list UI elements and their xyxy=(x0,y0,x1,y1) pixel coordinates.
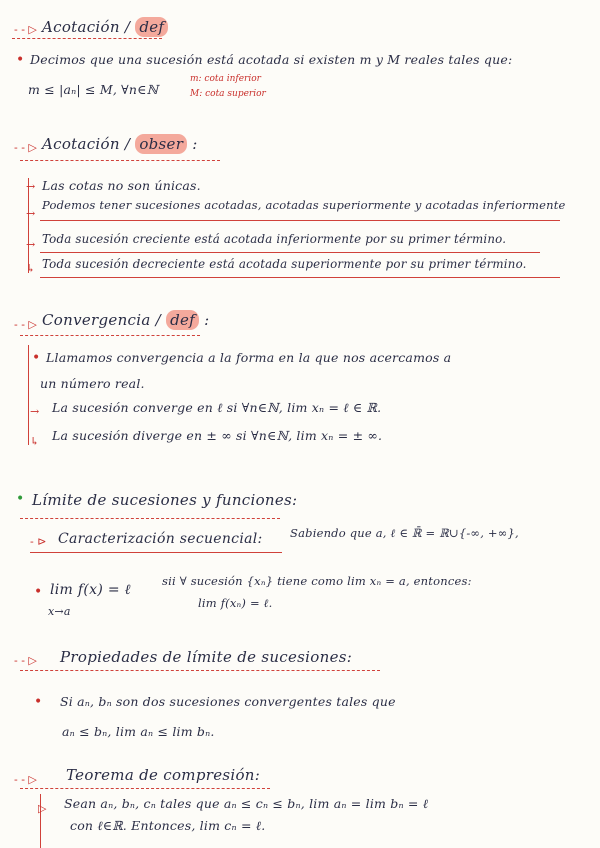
bracket-line xyxy=(28,345,29,445)
formula-subscript: x→a xyxy=(48,605,71,618)
arrow-icon: - - ▷ xyxy=(14,654,37,667)
text-line: aₙ ≤ bₙ, lim aₙ ≤ lim bₙ. xyxy=(62,724,215,739)
arrow-icon: ▷ xyxy=(38,802,47,815)
arrow-icon: - - ▷ xyxy=(14,23,37,36)
text-line: Decimos que una sucesión está acotada si existen m y M reales tales que: xyxy=(30,52,513,67)
bullet-dot: • xyxy=(16,52,25,68)
arrow-icon: → xyxy=(26,207,36,220)
bullet-dot: • xyxy=(32,350,41,366)
red-underline xyxy=(40,220,560,221)
list-item: Toda sucesión decreciente está acotada superiormente por su primer término. xyxy=(42,257,527,271)
red-dash-divider xyxy=(20,788,270,789)
arrow-icon: → xyxy=(26,238,36,251)
section-title: Teorema de compresión: xyxy=(66,766,261,784)
red-dash-divider xyxy=(12,38,162,39)
text-line: lim f(xₙ) = ℓ. xyxy=(198,596,273,610)
section-title: Convergencia / def : xyxy=(42,311,210,329)
text-line: Sabiendo que a, ℓ ∈ ℝ̄ = ℝ∪{-∞, +∞}, xyxy=(290,526,519,540)
text-line: Sean aₙ, bₙ, cₙ tales que aₙ ≤ cₙ ≤ bₙ, lim aₙ = lim bₙ = ℓ xyxy=(64,796,429,811)
red-underline xyxy=(30,552,282,553)
bullet-dot: • xyxy=(34,694,43,710)
red-dash-divider xyxy=(20,160,220,161)
arrow-icon: - ⊳ xyxy=(30,535,47,548)
red-dash-divider xyxy=(20,518,280,519)
section-title: Límite de sucesiones y funciones: xyxy=(32,491,298,509)
text-line: Llamamos convergencia a la forma en la que nos acercamos a xyxy=(46,350,452,365)
arrow-icon: - - ▷ xyxy=(14,318,37,331)
red-underline xyxy=(40,277,560,278)
def-tag: def xyxy=(166,310,199,330)
formula-line: lim f(x) = ℓ xyxy=(50,582,131,598)
arrow-icon: ↳ xyxy=(26,262,36,275)
subsection-title: Caracterización secuencial: xyxy=(58,531,263,547)
section-title: Acotación / obser : xyxy=(42,135,198,153)
text-line: con ℓ∈ℝ. Entonces, lim cₙ = ℓ. xyxy=(70,818,266,833)
list-item: Podemos tener sucesiones acotadas, acotadas superiormente y acotadas inferiormente xyxy=(42,198,566,212)
list-item: Las cotas no son únicas. xyxy=(42,178,201,193)
red-dash-divider xyxy=(20,670,380,671)
arrow-icon: - - ▷ xyxy=(14,773,37,786)
text-line: sii ∀ sucesión {xₙ} tiene como lim xₙ = a, entonces: xyxy=(162,574,472,588)
text-line: La sucesión converge en ℓ si ∀n∈ℕ, lim xₙ = ℓ ∈ ℝ. xyxy=(52,400,382,415)
def-tag: def xyxy=(135,17,168,37)
formula-line: m ≤ |aₙ| ≤ M, ∀n∈ℕ xyxy=(28,82,159,97)
text-line: La sucesión diverge en ± ∞ si ∀n∈ℕ, lim xₙ = ± ∞. xyxy=(52,428,383,443)
green-bullet-dot: • xyxy=(16,491,25,507)
list-item: Toda sucesión creciente está acotada inferiormente por su primer término. xyxy=(42,232,507,246)
red-underline xyxy=(40,252,540,253)
obser-tag: obser xyxy=(135,134,187,154)
red-dash-divider xyxy=(20,335,200,336)
text-line: Si aₙ, bₙ son dos sucesiones convergentes tales que xyxy=(60,694,396,709)
text-line: un número real. xyxy=(40,376,145,391)
note-line: M: cota superior xyxy=(190,89,266,99)
arrow-icon: - - ▷ xyxy=(14,141,37,154)
arrow-icon: → xyxy=(30,405,40,418)
section-title: Acotación / def xyxy=(42,20,168,35)
arrow-icon: → xyxy=(26,180,36,193)
bullet-dot: • xyxy=(34,584,43,600)
note-line: m: cota inferior xyxy=(190,74,261,84)
section-title: Propiedades de límite de sucesiones: xyxy=(60,648,353,666)
arrow-icon: ↳ xyxy=(30,435,40,448)
